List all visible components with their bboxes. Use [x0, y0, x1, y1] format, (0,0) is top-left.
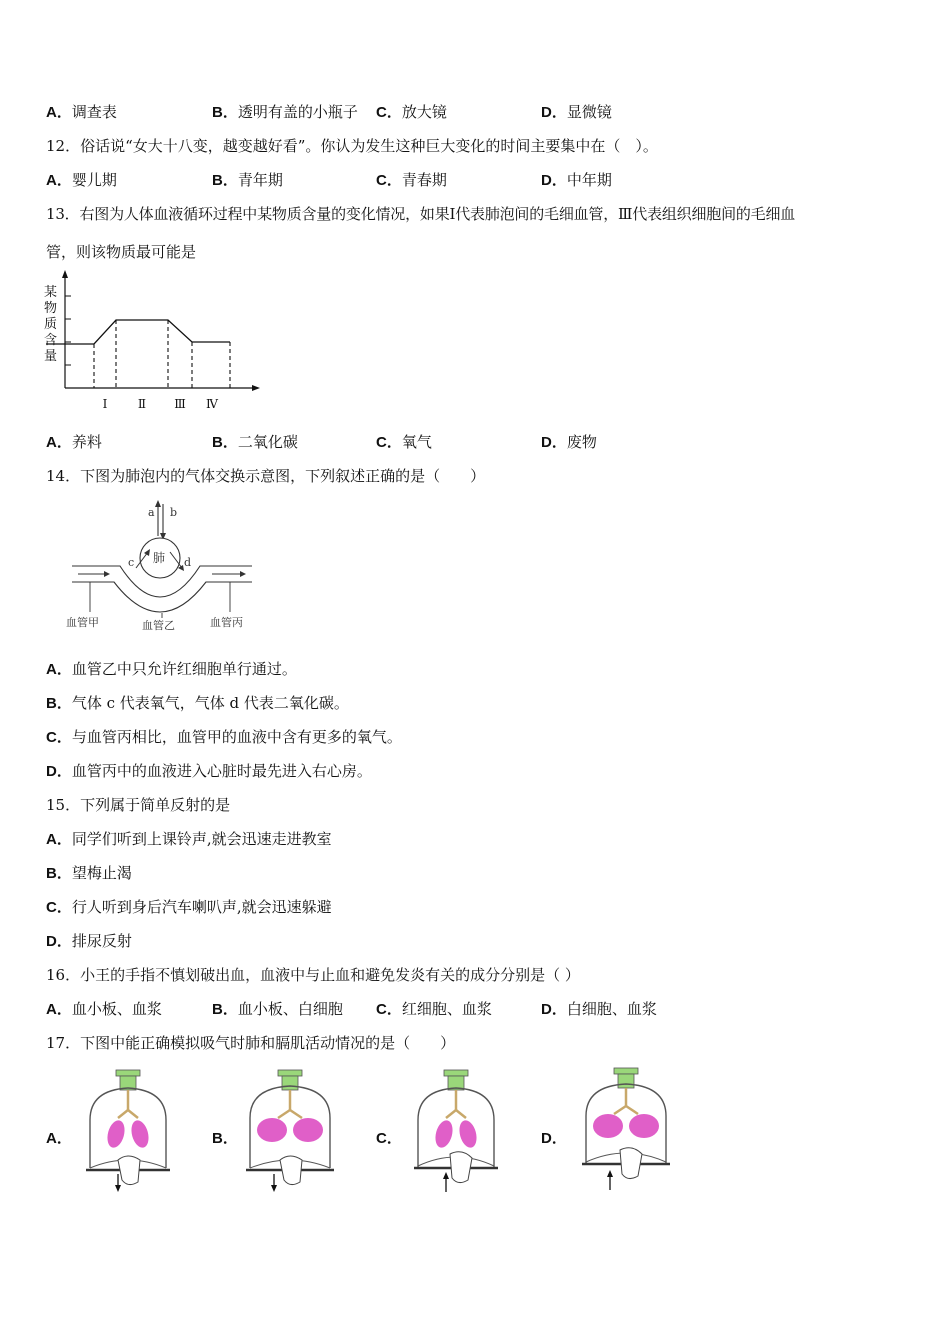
- q17-jar-d: [576, 1066, 676, 1196]
- q11-option-b: B．透明有盖的小瓶子: [212, 103, 358, 121]
- q14-option-d: D．血管丙中的血液进入心脏时最先进入右心房。: [46, 762, 372, 780]
- q17-jar-c: [406, 1068, 506, 1198]
- q17-jar-a: [78, 1068, 178, 1198]
- q13-stem-line2: 管，则该物质最可能是: [46, 243, 197, 261]
- arrow-b-label: b: [170, 506, 178, 519]
- q17-option-a-label: A．: [46, 1130, 72, 1147]
- q15-stem: 15．下列属于简单反射的是: [46, 796, 231, 814]
- q14-alveolus-diagram: [62, 496, 262, 636]
- flow-arrow-left-head: [104, 571, 110, 577]
- vessel-bing-label: 血管丙: [210, 616, 243, 629]
- q12-option-c: C．青春期: [376, 171, 447, 189]
- q16-option-a: A．血小板、血浆: [46, 1000, 162, 1018]
- svg-text:Ⅳ: Ⅳ: [206, 397, 218, 411]
- q11-option-d: D．显微镜: [541, 103, 612, 121]
- q17-option-c-label: C．: [376, 1130, 402, 1147]
- graph-y-ticks: [65, 296, 71, 365]
- vessel-pointer-lines: [90, 582, 230, 618]
- svg-text:Ⅱ: Ⅱ: [137, 397, 147, 411]
- vessel-yi-label: 血管乙: [142, 619, 175, 632]
- q11-option-a: A．调查表: [46, 103, 117, 121]
- q13-option-b: B．二氧化碳: [212, 433, 298, 451]
- arrow-a-label: a: [148, 506, 155, 519]
- q12-option-a: A．婴儿期: [46, 171, 117, 189]
- q11-option-c: C．放大镜: [376, 103, 447, 121]
- arrow-a-head: [155, 500, 161, 507]
- arrow-d-label: d: [184, 556, 192, 569]
- q16-option-c: C．红细胞、血浆: [376, 1000, 492, 1018]
- graph-x-arrow: [252, 385, 260, 391]
- svg-text:某: 某: [44, 285, 58, 300]
- svg-text:量: 量: [44, 349, 58, 364]
- vessel-jia-label: 血管甲: [66, 616, 99, 629]
- q14-option-a: A．血管乙中只允许红细胞单行通过。: [46, 660, 297, 678]
- q13-option-c: C．氧气: [376, 433, 432, 451]
- q16-option-d: D．白细胞、血浆: [541, 1000, 657, 1018]
- graph-curve: [46, 320, 230, 344]
- q13-option-a: A．养料: [46, 433, 102, 451]
- svg-text:含: 含: [44, 333, 58, 348]
- q14-option-c: C．与血管丙相比，血管甲的血液中含有更多的氧气。: [46, 728, 402, 746]
- q15-option-a: A．同学们听到上课铃声,就会迅速走进教室: [46, 830, 332, 848]
- flow-arrow-right-head: [240, 571, 246, 577]
- q15-option-d: D．排尿反射: [46, 932, 132, 950]
- graph-y-label: [44, 285, 57, 364]
- q17-stem: 17．下图中能正确模拟吸气时肺和膈肌活动情况的是（ ）: [46, 1034, 456, 1052]
- q12-stem: 12．俗话说“女大十八变，越变越好看”。你认为发生这种巨大变化的时间主要集中在（ ）。: [46, 137, 658, 155]
- q16-option-b: B．血小板、白细胞: [212, 1000, 343, 1018]
- svg-text:Ⅰ: Ⅰ: [102, 397, 108, 411]
- q13-stem-line1: 13．右图为人体血液循环过程中某物质含量的变化情况，如果Ⅰ代表肺泡间的毛细血管，Ⅲ代表组织细胞间的毛细血: [46, 205, 796, 223]
- q12-option-d: D．中年期: [541, 171, 612, 189]
- airway-arrows: [158, 504, 163, 536]
- graph-y-arrow: [62, 270, 68, 278]
- q13-content-graph: [40, 268, 270, 416]
- q16-stem: 16．小王的手指不慎划破出血，血液中与止血和避免发炎有关的成分分别是（ ）: [46, 966, 580, 984]
- graph-x-ticks: [103, 397, 219, 411]
- q14-option-b: B．气体 c 代表氧气，气体 d 代表二氧化碳。: [46, 694, 349, 712]
- svg-text:质: 质: [44, 317, 58, 332]
- arrow-c-label: c: [128, 556, 135, 569]
- svg-text:物: 物: [44, 301, 58, 316]
- q17-jar-b: [240, 1068, 340, 1198]
- q15-option-b: B．望梅止渴: [46, 864, 132, 882]
- graph-divider-lines: [94, 320, 230, 388]
- q15-option-c: C．行人听到身后汽车喇叭声,就会迅速躲避: [46, 898, 332, 916]
- svg-text:Ⅲ: Ⅲ: [174, 397, 186, 411]
- q17-option-b-label: B．: [212, 1130, 238, 1147]
- q17-option-d-label: D．: [541, 1130, 567, 1147]
- q12-option-b: B．青年期: [212, 171, 283, 189]
- alveolus-label: 肺: [153, 551, 166, 565]
- q14-stem: 14．下图为肺泡内的气体交换示意图，下列叙述正确的是（ ）: [46, 467, 486, 485]
- q13-option-d: D．废物: [541, 433, 597, 451]
